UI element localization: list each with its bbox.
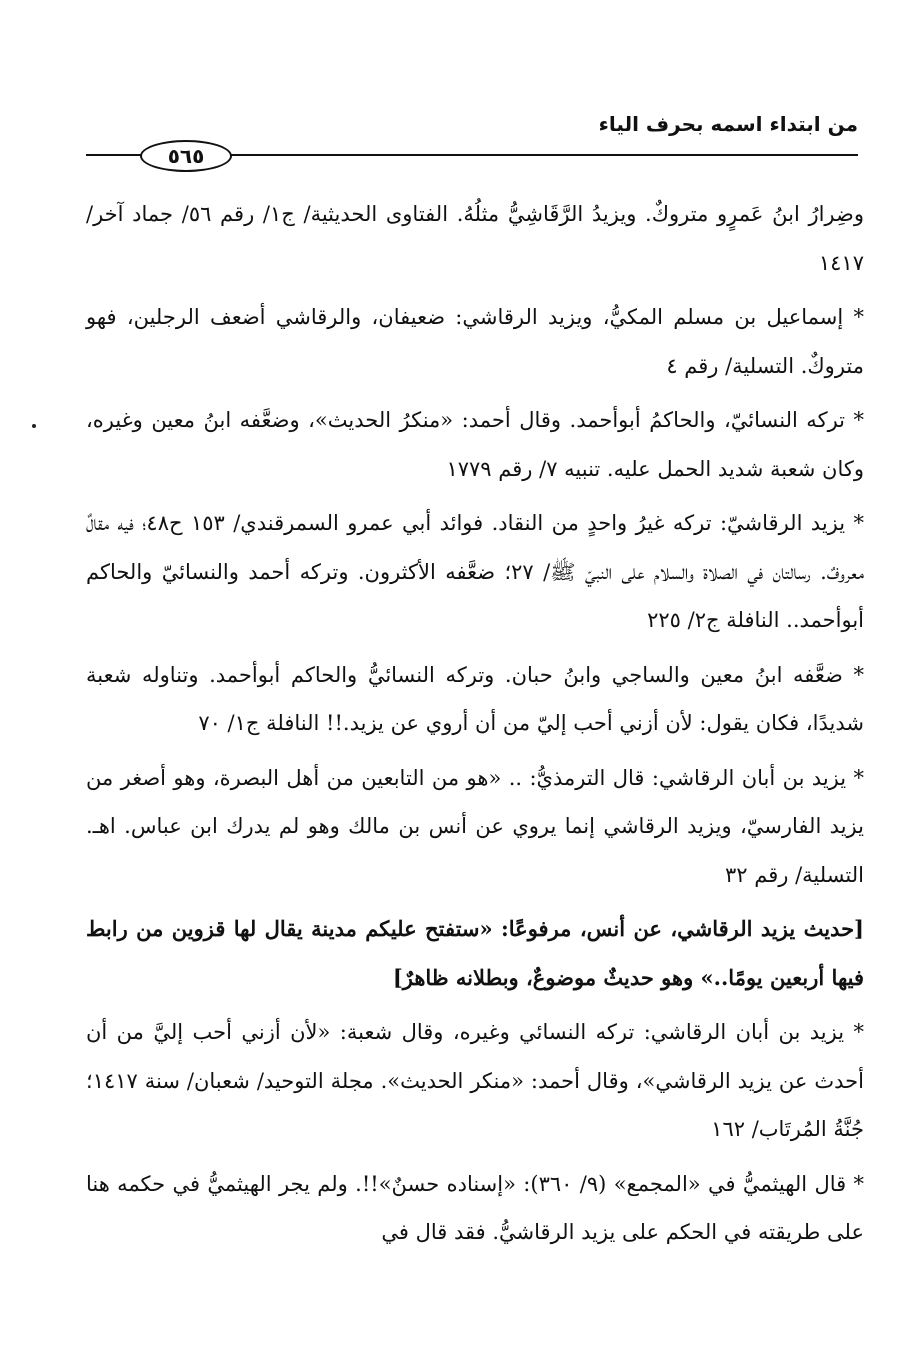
running-title: من ابتداء اسمه بحرف الياء [598,112,858,136]
paragraph-5: * ضعَّفه ابنُ معين والساجي وابنُ حبان. وتركه النسائيُّ والحاكم أبوأحمد. وتناوله شعبة شديدًا، فكان يقول: لأن أزني أحب إليّ من أن أروي عن يزيد.!! النافلة ج١/ ٧٠ [86,662,864,735]
body-text [86,190,864,1263]
paragraph-3: * تركه النسائيّ، والحاكمُ أبوأحمد. وقال أحمد: «منكرُ الحديث»، وضعَّفه ابنُ معين وغيره، وكان شعبة شديد الحمل عليه. تنبيه ٧/ رقم ١٧٧٩ [86,408,864,481]
paragraph-1: وضِرارُ ابنُ عَمرٍو متروكٌ. ويزيدُ الرَّقَاشِيُّ مثلُهُ. الفتاوى الحديثية/ ج١/ رقم ٥٦/ جماد آخر/ ١٤١٧ [86,202,864,275]
paragraph-8: * يزيد بن أبان الرقاشي: تركه النسائي وغيره، وقال شعبة: «لأن أزني أحب إليَّ من أن أحدث عن يزيد الرقاشي»، وقال أحمد: «منكر الحديث». مجلة التوحيد/ شعبان/ سنة ١٤١٧؛ جُنَّةُ المُرتَاب/ ١٦٢ [86,1020,864,1141]
paragraph-9: * قال الهيثميُّ في «المجمع» (٩/ ٣٦٠): «إسناده حسنٌ»!!. ولم يجر الهيثميُّ في حكمه هنا على طريقته في الحكم على يزيد الرقاشيُّ. فقد قال في [86,1171,864,1244]
page-number: ٥٦٥ [140,140,232,172]
stray-dot [32,424,36,428]
paragraph-2: * إسماعيل بن مسلم المكيُّ، ويزيد الرقاشي: ضعيفان، والرقاشي أضعف الرجلين، فهو متروكٌ. التسلية/ رقم ٤ [86,305,864,378]
paragraph-6: * يزيد بن أبان الرقاشي: قال الترمذيُّ: .. «هو من التابعين من أهل البصرة، وهو أصغر من يزيد الفارسيّ، ويزيد الرقاشي إنما يروي عن أنس بن مالك وهو لم يدرك ابن عباس. اهـ. التسلية/ رقم ٣٢ [86,765,864,887]
paragraph-4: * يزيد الرقاشيّ: تركه غيرُ واحدٍ من النقاد. فوائد أبي عمرو السمرقندي/ ١٥٣ ح٤٨؛ فيه مقالٌ معروفٌ. رسالتان في الصلاة والسلام على النبيّ ﷺ/ ٢٧؛ ضعَّفه الأكثرون. وتركه أحمد والنسائيّ والحاكم أبوأحمد.. النافلة ج٢/ ٢٢٥ [86,511,865,632]
paragraph-7-bracketed-hadith: [حديث يزيد الرقاشي، عن أنس، مرفوعًا: «ستفتح عليكم مدينة يقال لها قزوين من رابط فيها أربعين يومًا..» وهو حديثٌ موضوعٌ، وبطلانه ظاهرٌ] [86,916,864,990]
